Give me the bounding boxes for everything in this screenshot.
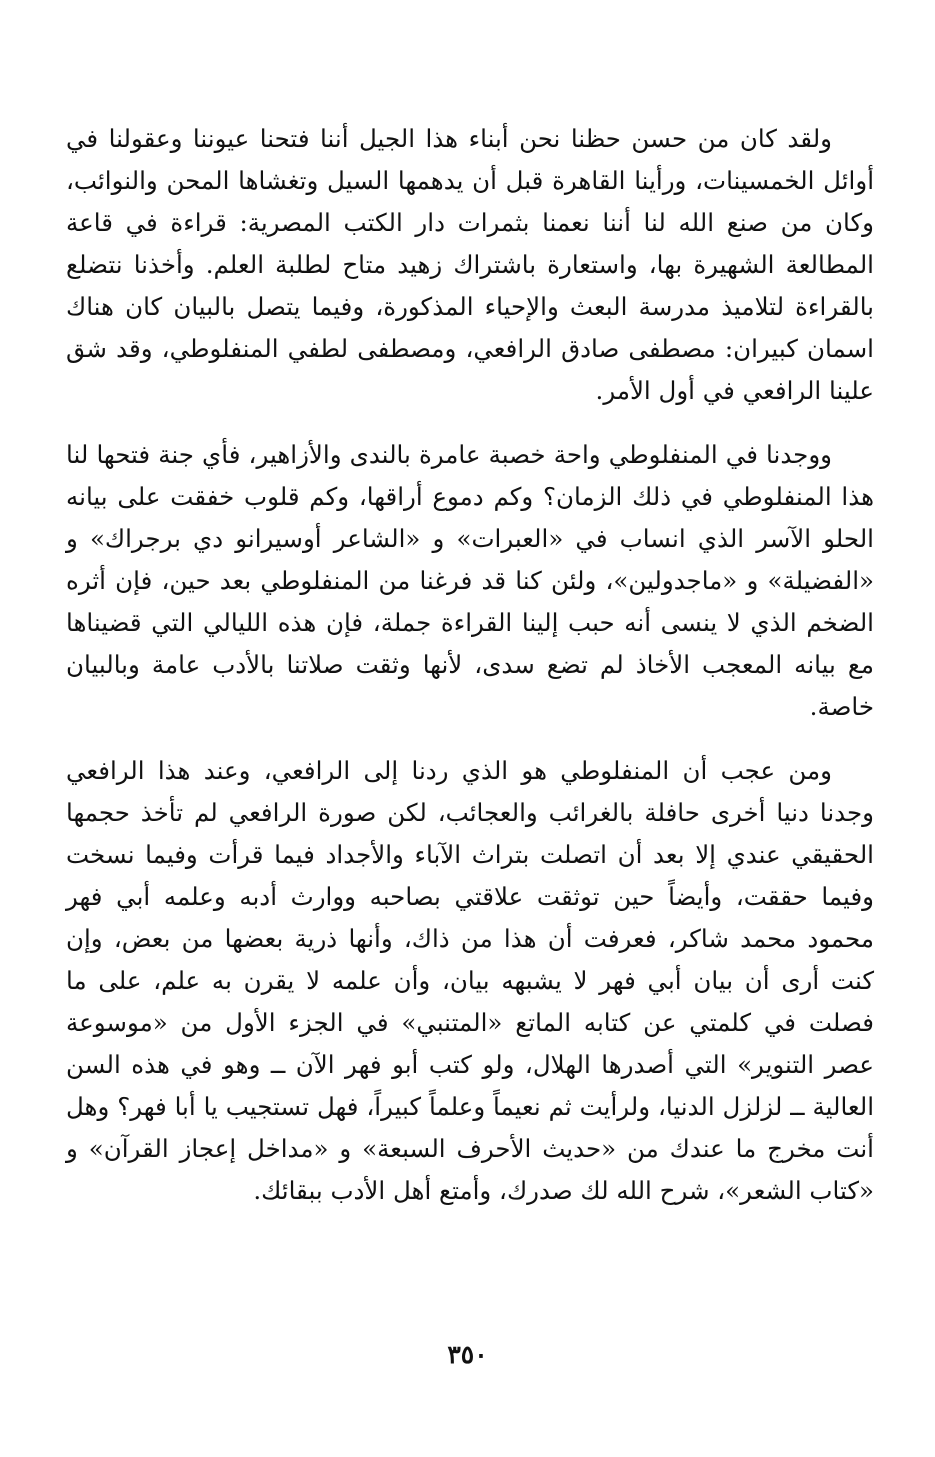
page-number: ٣٥٠	[447, 1340, 488, 1369]
page-body	[66, 118, 874, 1212]
paragraph-1: ولقد كان من حسن حظنا نحن أبناء هذا الجيل أننا فتحنا عيوننا وعقولنا في أوائل الخمسينات، ورأينا القاهرة قبل أن يدهمها السيل وتغشاها المحن والنوائب، وكان من صنع الله لنا أننا نعمنا بثمرات دار الكتب المصرية: قراءة في قاعة المطالعة الشهيرة بها، واستعارة باشتراك زهيد متاح لطلبة العلم. وأخذنا نتضلع بالقراءة لتلاميذ مدرسة البعث والإحياء المذكورة، وفيما يتصل بالبيان كان هناك اسمان كبيران: مصطفى صادق الرافعي، ومصطفى لطفي المنفلوطي، وقد شق علينا الرافعي في أول الأمر.	[66, 124, 874, 405]
paragraph-3: ومن عجب أن المنفلوطي هو الذي ردنا إلى الرافعي، وعند هذا الرافعي وجدنا دنيا أخرى حافلة بالغرائب والعجائب، لكن صورة الرافعي لم تأخذ حجمها الحقيقي عندي إلا بعد أن اتصلت بتراث الآباء والأجداد فيما قرأت وفيما نسخت وفيما حققت، وأيضاً حين توثقت علاقتي بصاحبه ووارث أدبه وعلمه أبي فهر محمود محمد شاكر، فعرفت أن هذا من ذاك، وأنها ذرية بعضها من بعض، وإن كنت أرى أن بيان أبي فهر لا يشبهه بيان، وأن علمه لا يقرن به علم، على ما فصلت في كلمتي عن كتابه الماتع «المتنبي» في الجزء الأول من «موسوعة عصر التنوير» التي أصدرها الهلال، ولو كتب أبو فهر الآن ــ وهو في هذه السن العالية ــ لزلزل الدنيا، ولرأيت ثم نعيماً وعلماً كبيراً، فهل تستجيب يا أبا فهر؟ وهل أنت مخرج ما عندك من «حديث الأحرف السبعة» و «مداخل إعجاز القرآن» و «كتاب الشعر»، شرح الله لك صدرك، وأمتع أهل الأدب ببقائك.	[66, 756, 874, 1205]
paragraph-2: ووجدنا في المنفلوطي واحة خصبة عامرة بالندى والأزاهير، فأي جنة فتحها لنا هذا المنفلوطي في ذلك الزمان؟ وكم دموع أراقها، وكم قلوب خفقت على بيانه الحلو الآسر الذي انساب في «العبرات» و «الشاعر أوسيرانو دي برجراك» و «الفضيلة» و «ماجدولين»، ولئن كنا قد فرغنا من المنفلوطي بعد حين، فإن أثره الضخم الذي لا ينسى أنه حبب إلينا القراءة جملة، فإن هذه الليالي التي قضيناها مع بيانه المعجب الأخاذ لم تضع سدى، لأنها وثقت صلاتنا بالأدب عامة وبالبيان خاصة.	[66, 440, 874, 721]
